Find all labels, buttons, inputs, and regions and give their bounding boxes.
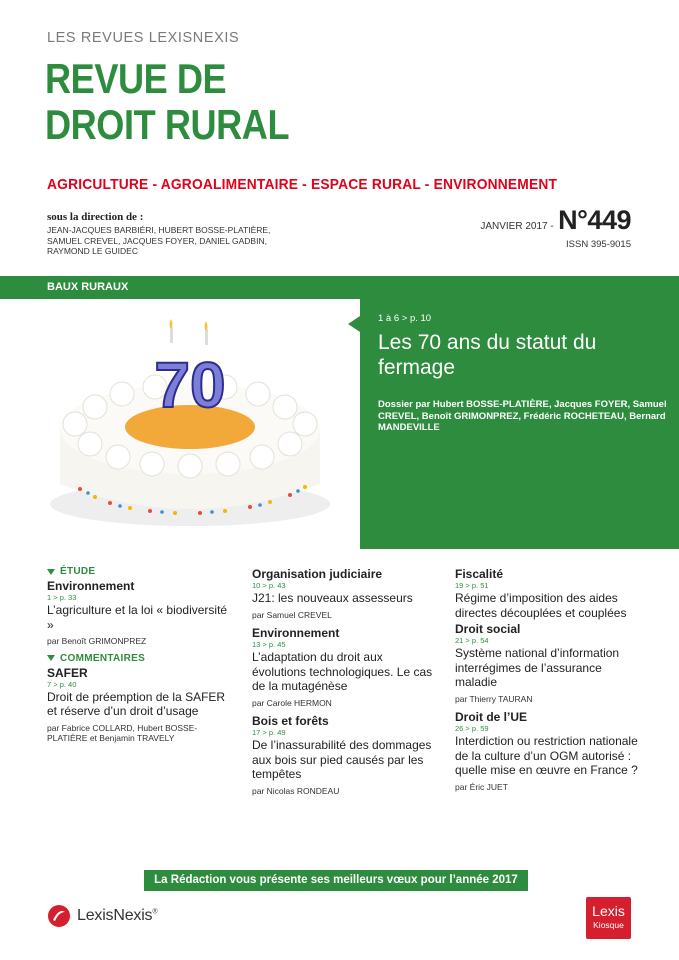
article-byline: par Carole HERMON bbox=[252, 697, 332, 708]
section-tag-label: ÉTUDE bbox=[60, 566, 96, 577]
issue-info bbox=[480, 205, 631, 250]
article-ref: 17 > p. 49 bbox=[252, 728, 286, 737]
article-ref: 26 > p. 59 bbox=[455, 724, 489, 733]
article-ref: 21 > p. 54 bbox=[455, 636, 489, 645]
kiosk-line-2: Kiosque bbox=[593, 920, 624, 930]
lexisnexis-brand bbox=[47, 904, 157, 928]
article-rubric: Droit de l’UE bbox=[455, 710, 528, 724]
article-ref: 10 > p. 43 bbox=[252, 581, 286, 590]
article-title: L’agriculture et la loi « biodiversité » bbox=[47, 603, 228, 632]
cover-photo-cake bbox=[0, 299, 360, 549]
direction-names: JEAN-JACQUES BARBIÉRI, HUBERT BOSSE-PLATIÈRE, SAMUEL CREVEL, JACQUES FOYER, DANIEL GADBIN, RAYMOND LE GUIDEC bbox=[47, 225, 271, 256]
editorial-direction bbox=[47, 211, 307, 257]
article-byline: par Samuel CREVEL bbox=[252, 609, 332, 620]
publisher-line: LES REVUES LEXISNEXIS bbox=[47, 30, 240, 46]
article-title: J21: les nouveaux assesseurs bbox=[252, 591, 413, 605]
triangle-icon bbox=[47, 569, 55, 575]
brand-name bbox=[77, 907, 157, 925]
section-tag-label: COMMENTAIRES bbox=[60, 652, 146, 664]
issue-date: JANVIER 2017 - bbox=[480, 221, 554, 232]
article-byline: par Fabrice COLLARD, Hubert BOSSE-PLATIÈRE et Benjamin TRAVELY bbox=[47, 722, 198, 743]
article-rubric: Bois et forêts bbox=[252, 714, 329, 728]
section-tag-commentaires bbox=[47, 653, 232, 664]
rubric-bar-label: BAUX RURAUX bbox=[47, 281, 129, 293]
article-byline: par Thierry TAURAN bbox=[455, 693, 533, 704]
issn: ISSN 395-9015 bbox=[566, 239, 631, 250]
journal-title bbox=[45, 56, 289, 148]
article-rubric: Environnement bbox=[47, 579, 135, 593]
article-ref: 13 > p. 45 bbox=[252, 640, 286, 649]
feature-panel bbox=[360, 299, 679, 549]
trademark-symbol: ® bbox=[152, 908, 158, 916]
kiosk-line-1: Lexis bbox=[592, 903, 625, 919]
journal-subtitle: AGRICULTURE - AGROALIMENTAIRE - ESPACE RURAL - ENVIRONNEMENT bbox=[47, 176, 558, 193]
article-ref: 1 > p. 33 bbox=[47, 593, 77, 602]
article-title: L’adaptation du droit aux évolutions technologiques. Le cas de la mutagénèse bbox=[252, 650, 433, 693]
contents-column-3 bbox=[455, 565, 640, 798]
article-rubric: SAFER bbox=[47, 665, 88, 680]
section-tag-etude bbox=[47, 566, 232, 577]
lexisnexis-logo-icon bbox=[47, 904, 71, 928]
feature-authors: Dossier par Hubert BOSSE-PLATIÈRE, Jacques FOYER, Samuel CREVEL, Benoît GRIMONPREZ, Frédéric ROCHETEAU, Bernard MANDEVILLE bbox=[378, 399, 667, 433]
article-byline: par Éric JUET bbox=[455, 781, 508, 792]
article-rubric: Organisation judiciaire bbox=[252, 567, 383, 581]
article-title: Régime d’imposition des aides directes découplées et couplées bbox=[455, 591, 627, 620]
contents-column-2 bbox=[252, 565, 437, 802]
article-rubric: Environnement bbox=[252, 626, 340, 640]
cake-illustration bbox=[0, 299, 360, 549]
wishes-banner: La Rédaction vous présente ses meilleurs vœux pour l’année 2017 bbox=[144, 870, 528, 891]
cake-number: 70 bbox=[154, 349, 226, 421]
rubric-bar bbox=[0, 276, 679, 299]
brand-name-text: LexisNexis bbox=[77, 907, 153, 924]
article-byline: par Nicolas RONDEAU bbox=[252, 785, 340, 796]
title-line-2: DROIT RURAL bbox=[45, 101, 290, 148]
direction-intro: sous la direction de : bbox=[47, 211, 144, 223]
contents-column-1 bbox=[47, 565, 232, 750]
feature-ref: 1 à 6 > p. 10 bbox=[378, 313, 432, 324]
feature-notch bbox=[348, 316, 360, 332]
article-ref: 7 > p. 40 bbox=[47, 679, 77, 689]
article-byline: par Benoît GRIMONPREZ bbox=[47, 636, 147, 646]
issue-number: N°449 bbox=[558, 205, 631, 235]
title-line-1: REVUE DE bbox=[45, 55, 227, 102]
article-title: Droit de préemption de la SAFER et réserve d’un droit d’usage bbox=[47, 689, 226, 718]
article-rubric: Droit social bbox=[455, 622, 521, 636]
triangle-icon bbox=[47, 655, 55, 661]
article-title: Système national d’information interrégimes de l’assurance maladie bbox=[455, 646, 620, 689]
article-ref: 19 > p. 51 bbox=[455, 581, 489, 590]
feature-headline: Les 70 ans du statut du fermage bbox=[378, 331, 597, 379]
article-title: De l’inassurabilité des dommages aux bois sur pied causés par les tempêtes bbox=[252, 738, 432, 781]
article-title: Interdiction ou restriction nationale de la culture d’un OGM autorisé : quelle mise en œuvre en France ? bbox=[455, 734, 638, 777]
article-rubric: Fiscalité bbox=[455, 567, 504, 581]
lexis-kiosque-badge bbox=[586, 897, 631, 939]
